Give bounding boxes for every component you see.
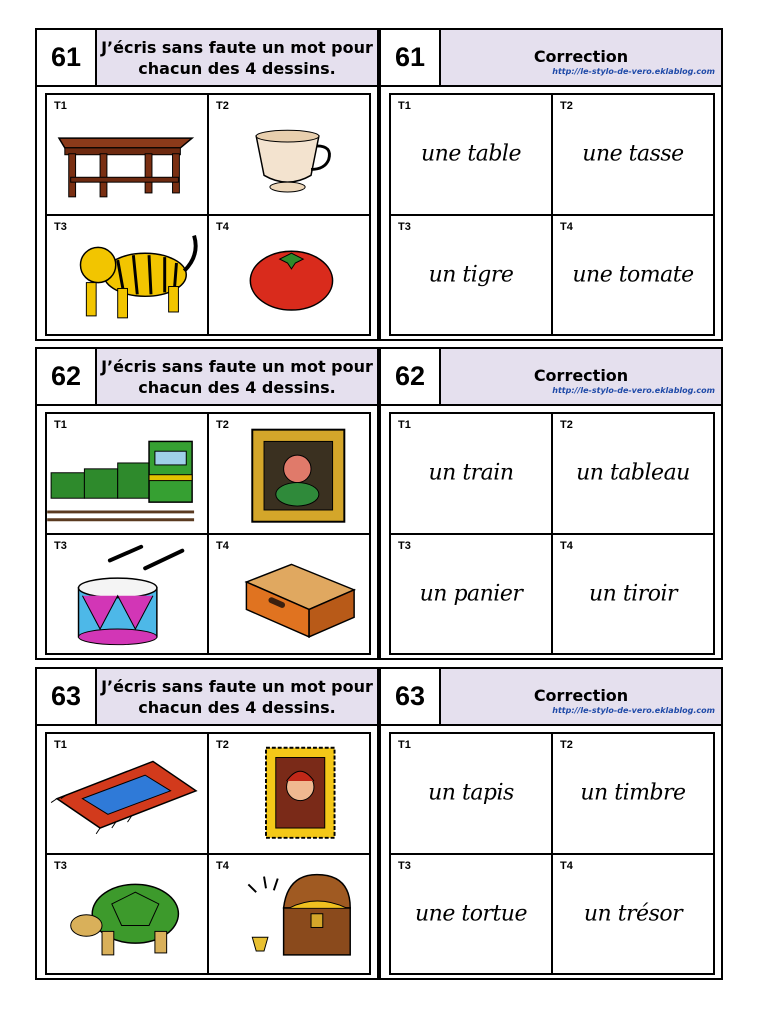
answer-cell-t2 — [552, 733, 714, 854]
rug-icon — [47, 734, 207, 853]
picture-cell-t4 — [208, 534, 370, 655]
picture-grid — [45, 732, 371, 975]
answer-word: un trésor — [583, 901, 683, 927]
exercise-number: 62 — [381, 349, 441, 404]
correction-label: Correction — [533, 686, 629, 705]
card-header — [37, 30, 377, 87]
cell-tag: T4 — [560, 539, 573, 552]
painting-icon — [209, 414, 369, 533]
card-header — [381, 669, 721, 726]
picture-cell-t3 — [46, 215, 208, 336]
cell-tag: T1 — [398, 739, 411, 751]
instruction-line-2: chacun des 4 dessins. — [138, 697, 336, 717]
cell-tag: T1 — [398, 419, 411, 431]
answer-cell-t3 — [390, 534, 552, 655]
answer-word: une tortue — [415, 901, 527, 927]
cell-tag: T4 — [216, 220, 229, 233]
cell-tag: T4 — [560, 220, 573, 233]
cell-tag: T4 — [216, 539, 229, 552]
picture-cell-t1 — [46, 94, 208, 215]
correction-card-62 — [379, 347, 723, 660]
cell-tag: T1 — [54, 419, 67, 431]
stamp-icon — [209, 734, 369, 853]
train-icon — [47, 414, 207, 533]
instruction-line-2: chacun des 4 dessins. — [138, 58, 336, 78]
cell-tag: T1 — [54, 100, 67, 112]
exercise-number: 61 — [37, 30, 97, 85]
cell-tag: T2 — [216, 100, 229, 112]
answer-word: une tomate — [572, 262, 694, 288]
picture-cell-t1 — [46, 733, 208, 854]
picture-cell-t2 — [208, 94, 370, 215]
answer-grid — [389, 93, 715, 336]
card-header — [381, 30, 721, 87]
picture-cell-t3 — [46, 854, 208, 975]
answer-cell-t1 — [390, 94, 552, 215]
answer-word: une table — [421, 141, 521, 167]
cell-tag: T2 — [560, 739, 573, 751]
cup-icon — [209, 95, 369, 214]
exercise-number: 62 — [37, 349, 97, 404]
picture-grid — [45, 93, 371, 336]
cell-tag: T3 — [54, 220, 67, 233]
card-header — [37, 349, 377, 406]
answer-cell-t2 — [552, 413, 714, 534]
cell-tag: T3 — [398, 859, 411, 872]
website-link[interactable]: http://le-stylo-de-vero.eklablog.com — [552, 706, 715, 715]
answer-cell-t2 — [552, 94, 714, 215]
exercise-number: 63 — [381, 669, 441, 724]
drawer-icon — [209, 535, 369, 654]
exercise-card-61 — [35, 28, 379, 341]
instruction-line-1: J’écris sans faute un mot pour — [101, 356, 373, 376]
correction-title — [441, 30, 721, 85]
answer-word: un timbre — [580, 780, 686, 806]
website-link[interactable]: http://le-stylo-de-vero.eklablog.com — [552, 386, 715, 395]
exercise-number: 63 — [37, 669, 97, 724]
cell-tag: T2 — [560, 100, 573, 112]
cell-tag: T4 — [216, 859, 229, 872]
correction-title — [441, 669, 721, 724]
correction-label: Correction — [533, 47, 629, 66]
website-link[interactable]: http://le-stylo-de-vero.eklablog.com — [552, 67, 715, 76]
treasure-chest-icon — [209, 855, 369, 974]
answer-grid — [389, 732, 715, 975]
exercise-card-62 — [35, 347, 379, 660]
answer-word: un tableau — [576, 460, 690, 486]
answer-cell-t3 — [390, 215, 552, 336]
cell-tag: T2 — [216, 419, 229, 431]
tomato-icon — [209, 216, 369, 335]
turtle-icon — [47, 855, 207, 974]
answer-word: un tapis — [428, 780, 514, 806]
instruction-line-1: J’écris sans faute un mot pour — [101, 37, 373, 57]
table-icon — [47, 95, 207, 214]
answer-cell-t4 — [552, 215, 714, 336]
instruction — [97, 349, 377, 404]
instruction-line-2: chacun des 4 dessins. — [138, 377, 336, 397]
answer-word: un train — [428, 460, 514, 486]
answer-cell-t1 — [390, 733, 552, 854]
answer-cell-t1 — [390, 413, 552, 534]
cell-tag: T2 — [560, 419, 573, 431]
correction-label: Correction — [533, 366, 629, 385]
picture-grid — [45, 412, 371, 655]
card-header — [37, 669, 377, 726]
answer-grid — [389, 412, 715, 655]
cell-tag: T3 — [54, 539, 67, 552]
correction-card-61 — [379, 28, 723, 341]
cell-tag: T3 — [398, 539, 411, 552]
answer-word: une tasse — [582, 141, 684, 167]
exercise-card-63 — [35, 667, 379, 980]
picture-cell-t4 — [208, 854, 370, 975]
picture-cell-t1 — [46, 413, 208, 534]
picture-cell-t2 — [208, 733, 370, 854]
picture-cell-t2 — [208, 413, 370, 534]
cell-tag: T1 — [398, 100, 411, 112]
picture-cell-t3 — [46, 534, 208, 655]
answer-cell-t3 — [390, 854, 552, 975]
answer-word: un tiroir — [588, 581, 678, 607]
cell-tag: T3 — [54, 859, 67, 872]
tiger-icon — [47, 216, 207, 335]
instruction — [97, 669, 377, 724]
instruction-line-1: J’écris sans faute un mot pour — [101, 676, 373, 696]
instruction — [97, 30, 377, 85]
cell-tag: T3 — [398, 220, 411, 233]
answer-word: un panier — [419, 581, 523, 607]
answer-cell-t4 — [552, 854, 714, 975]
cell-tag: T1 — [54, 739, 67, 751]
correction-card-63 — [379, 667, 723, 980]
answer-cell-t4 — [552, 534, 714, 655]
correction-title — [441, 349, 721, 404]
answer-word: un tigre — [428, 262, 514, 288]
card-header — [381, 349, 721, 406]
picture-cell-t4 — [208, 215, 370, 336]
cell-tag: T2 — [216, 739, 229, 751]
cell-tag: T4 — [560, 859, 573, 872]
exercise-number: 61 — [381, 30, 441, 85]
drum-icon — [47, 535, 207, 654]
